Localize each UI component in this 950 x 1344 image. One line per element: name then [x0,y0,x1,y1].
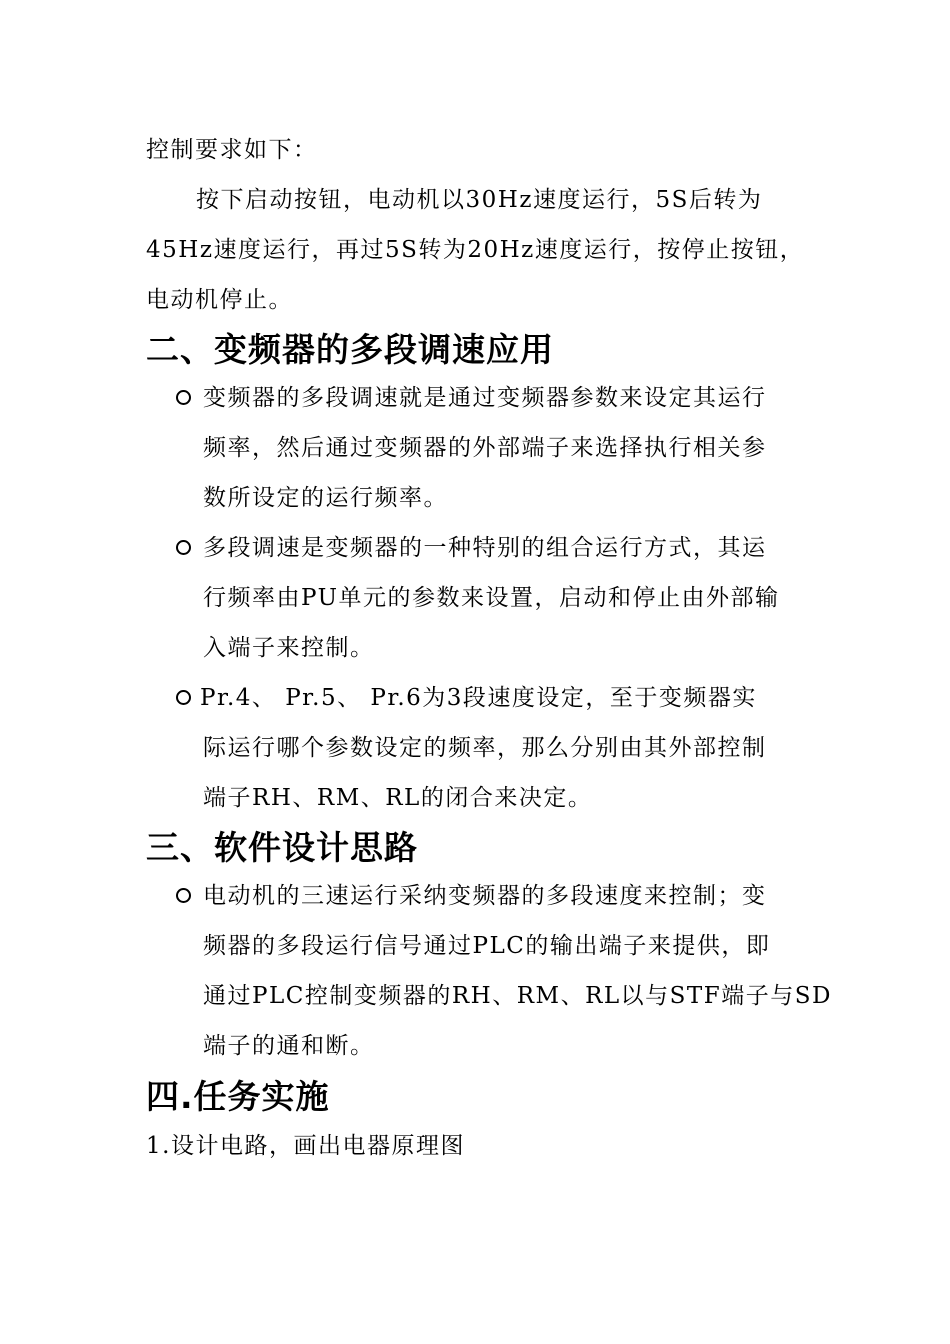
section-2-bullet-1-line-3: 数所设定的运行频率。 [203,485,448,511]
section-3-bullet-1-line-4: 端子的通和断。 [203,1033,375,1059]
circle-bullet-icon [176,390,191,405]
circle-bullet-icon [176,690,191,705]
section-3-bullet-1-line-2: 频器的多段运行信号通过PLC的输出端子来提供，即 [203,933,771,959]
section-2-bullet-3-line-2: 际运行哪个参数设定的频率，那么分别由其外部控制 [203,735,767,761]
section-3-bullet-1-line-1: 电动机的三速运行采纳变频器的多段速度来控制；变 [203,883,767,909]
section-2-bullet-2-line-3: 入端子来控制。 [203,635,375,661]
intro-line-2: 45Hz速度运行，再过5S转为20Hz速度运行，按停止按钮， [146,237,805,263]
section-2-bullet-1-line-2: 频率，然后通过变频器的外部端子来选择执行相关参 [203,435,767,461]
section-2-heading: 二、变频器的多段调速应用 [146,330,554,369]
section-4-step-1: 1.设计电路，画出电器原理图 [146,1133,465,1159]
circle-bullet-icon [176,540,191,555]
circle-bullet-icon [176,888,191,903]
section-2-bullet-2-line-1: 多段调速是变频器的一种特别的组合运行方式，其运 [203,535,767,561]
section-2-bullet-3-line-1: Pr.4、 Pr.5、 Pr.6为3段速度设定，至于变频器实 [200,685,757,711]
section-2-bullet-3-line-3: 端子RH、RM、RL的闭合来决定。 [203,785,593,811]
section-4-heading: 四.任务实施 [146,1077,330,1116]
section-3-bullet-1-line-3: 通过PLC控制变频器的RH、RM、RL以与STF端子与SD [203,983,832,1009]
section-3-heading: 三、软件设计思路 [146,828,418,867]
section-2-bullet-2-line-2: 行频率由PU单元的参数来设置，启动和停止由外部输 [203,585,780,611]
intro-line-1: 按下启动按钮，电动机以30Hz速度运行，5S后转为 [196,187,763,213]
section-2-bullet-1-line-1: 变频器的多段调速就是通过变频器参数来设定其运行 [203,385,767,411]
intro-label: 控制要求如下： [146,137,318,163]
intro-line-3: 电动机停止。 [146,287,293,313]
